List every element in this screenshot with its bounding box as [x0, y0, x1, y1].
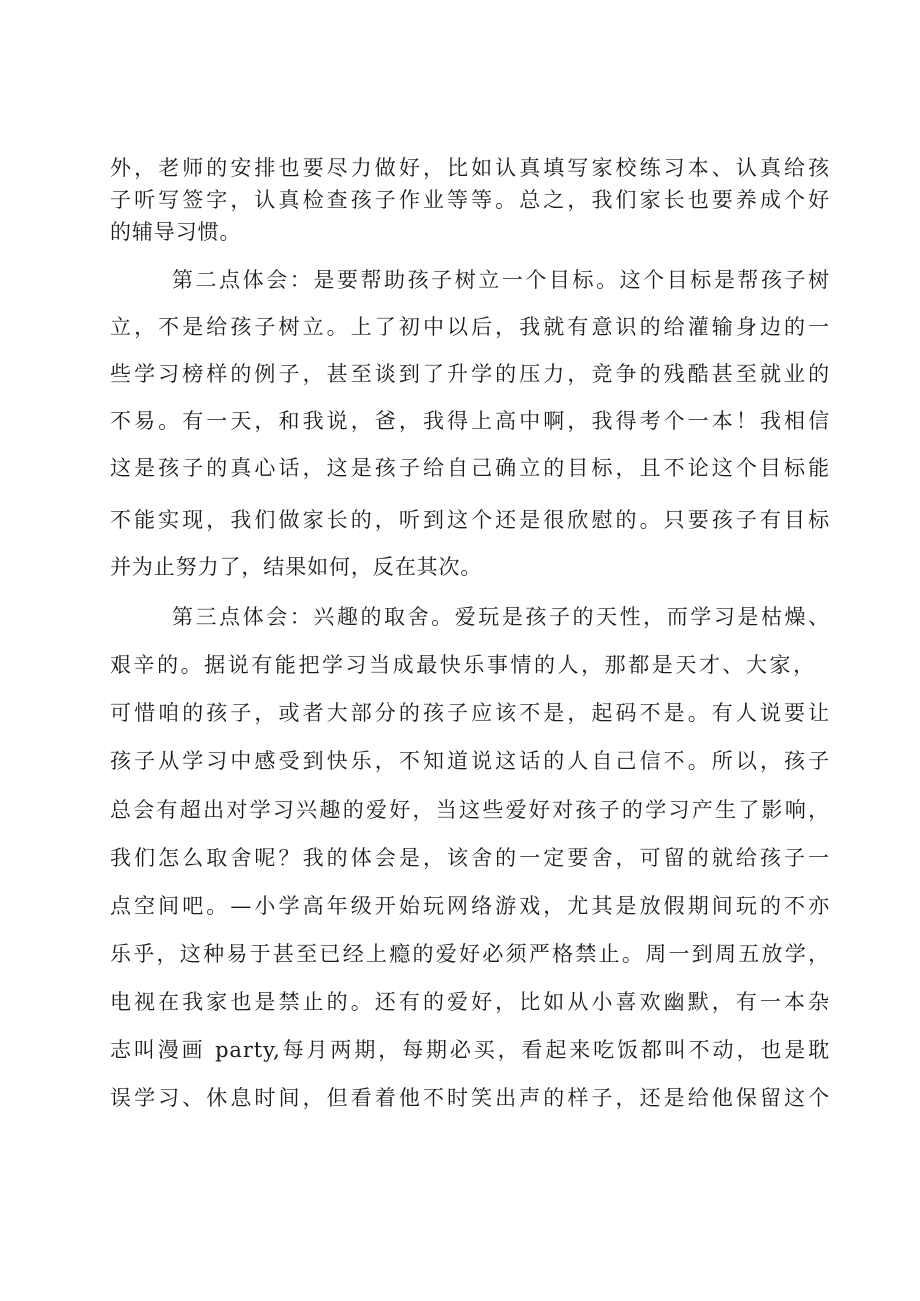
paragraph-2-line-6: 不能实现，我们做家长的，听到这个还是很欣慰的。只要孩子有目标 [110, 508, 830, 532]
paragraph-3-line-1: 第三点体会：兴趣的取舍。爱玩是孩子的天性，而学习是枯燥、 [172, 605, 830, 629]
paragraph-3-line-11: 误学习、休息时间，但看着他不时笑出声的样子，还是给他保留这个 [110, 1086, 830, 1110]
paragraph-3-line-9: 电视在我家也是禁止的。还有的爱好，比如从小喜欢幽默，有一本杂 [110, 990, 830, 1014]
paragraph-1-line-3: 的辅导习惯。 [110, 220, 242, 244]
paragraph-2-line-1: 第二点体会：是要帮助孩子树立一个目标。这个目标是帮孩子树 [172, 268, 830, 292]
paragraph-3-line-5: 总会有超出对学习兴趣的爱好，当这些爱好对孩子的学习产生了影响， [110, 798, 830, 822]
paragraph-2-line-7: 并为止努力了，结果如何，反在其次。 [110, 555, 483, 579]
paragraph-3-line-4: 孩子从学习中感受到快乐，不知道说这话的人自己信不。所以，孩子 [110, 749, 830, 773]
paragraph-3-line-6: 我们怎么取舍呢？我的体会是，该舍的一定要舍，可留的就给孩子一 [110, 846, 830, 870]
paragraph-2-line-4: 不易。有一天，和我说，爸，我得上高中啊，我得考个一本！我相信 [110, 409, 830, 433]
paragraph-1-line-1: 外，老师的安排也要尽力做好，比如认真填写家校练习本、认真给孩 [110, 156, 830, 180]
paragraph-3-line-8: 乐乎，这种易于甚至已经上瘾的爱好必须严格禁止。周一到周五放学， [110, 942, 830, 966]
paragraph-3-line-7: 点空间吧。—小学高年级开始玩网络游戏，尤其是放假期间玩的不亦 [110, 894, 830, 918]
paragraph-2-line-2: 立，不是给孩子树立。上了初中以后，我就有意识的给灌输身边的一 [110, 315, 830, 339]
paragraph-2-line-3: 些学习榜样的例子，甚至谈到了升学的压力，竞争的残酷甚至就业的 [110, 362, 830, 386]
paragraph-3-line-10: 志叫漫画 party,每月两期，每期必买，看起来吃饭都叫不动，也是耽 [110, 1038, 830, 1062]
paragraph-3-line-3: 可惜咱的孩子，或者大部分的孩子应该不是，起码不是。有人说要让 [110, 701, 830, 725]
paragraph-3-line-2: 艰辛的。据说有能把学习当成最快乐事情的人，那都是天才、大家， [110, 653, 815, 677]
paragraph-1-line-2: 子听写签字，认真检查孩子作业等等。总之，我们家长也要养成个好 [110, 188, 830, 212]
paragraph-2-line-5: 这是孩子的真心话，这是孩子给自己确立的目标，且不论这个目标能 [110, 456, 830, 480]
